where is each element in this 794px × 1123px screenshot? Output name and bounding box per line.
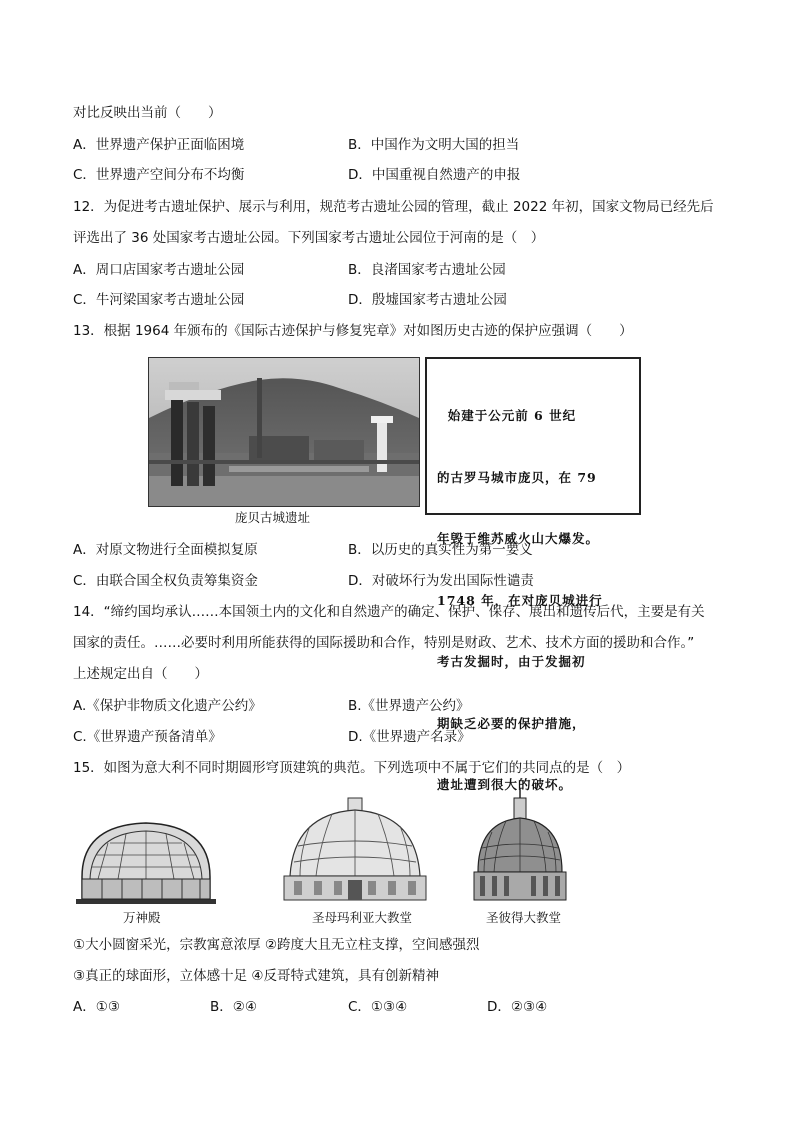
q12-option-d: D．殷墟国家考古遗址公园 xyxy=(348,292,507,308)
box-line: 遗址遭到很大的破坏。 xyxy=(437,777,573,792)
q15-option-c: C．①③④ xyxy=(348,999,408,1015)
st-peter-label: 圣彼得大教堂 xyxy=(486,910,562,925)
q11-option-a: A．世界遗产保护正面临困境 xyxy=(73,137,245,153)
santa-maria-figure xyxy=(280,796,430,908)
q13-option-a: A．对原文物进行全面模拟复原 xyxy=(73,542,258,558)
q12-option-b: B．良渚国家考古遗址公园 xyxy=(348,262,506,278)
q14-stem-line2: 国家的责任。……必要时利用所能获得的国际援助和合作，特别是财政、艺术、技术方面的援助和合作。” xyxy=(73,635,695,651)
q14-stem-line3: 上述规定出自（ ） xyxy=(73,666,208,682)
santa-maria-dome-image xyxy=(280,796,430,904)
pompeii-ruins-image xyxy=(149,358,419,506)
q15-option-d: D．②③④ xyxy=(487,999,548,1015)
pompeii-photo xyxy=(148,357,420,507)
q13-stem: 13．根据 1964 年颁布的《国际古迹保护与修复宪章》对如图历史古迹的保护应强调（ ） xyxy=(73,323,633,339)
box-line: 1748 年，在对庞贝城进行 xyxy=(437,592,603,608)
box-line: 年毁于维苏威火山大爆发。 xyxy=(437,531,600,546)
box-line: 的古罗马城市庞贝，在 79 xyxy=(437,469,597,485)
q12-stem-line1: 12．为促进考古遗址保护、展示与利用，规范考古遗址公园的管理，截止 2022 年初，国家文物局已经先后 xyxy=(73,199,714,215)
q11-stem-tail: 对比反映出当前（ ） xyxy=(73,105,222,121)
q13-option-b: B．以历史的真实性为第一要义 xyxy=(348,542,533,558)
q11-option-c: C．世界遗产空间分布不均衡 xyxy=(73,167,245,183)
st-peter-figure xyxy=(470,788,570,908)
q14-option-b: B.《世界遗产公约》 xyxy=(348,698,470,714)
box-line: 期缺乏必要的保护措施， xyxy=(437,715,586,731)
q14-option-d: D.《世界遗产名录》 xyxy=(348,729,471,745)
q12-option-c: C．牛河梁国家考古遗址公园 xyxy=(73,292,245,308)
q11-option-b: B．中国作为文明大国的担当 xyxy=(348,137,520,153)
box-line: 始建于公元前 6 世纪 xyxy=(437,408,577,423)
q14-stem-line1: 14．“缔约国均承认……本国领土内的文化和自然遗产的确定、保护、保存、展出和遗传后代，主要是有关 xyxy=(73,604,705,620)
q15-statements-line2: ③真正的球面形，立体感十足 ④反哥特式建筑，具有创新精神 xyxy=(73,968,439,984)
santa-maria-label: 圣母玛利亚大教堂 xyxy=(312,910,413,925)
q14-option-c: C.《世界遗产预备清单》 xyxy=(73,729,222,745)
st-peter-dome-image xyxy=(470,788,570,904)
q12-stem-line2: 评选出了 36 处国家考古遗址公园。下列国家考古遗址公园位于河南的是（ ） xyxy=(73,230,545,246)
q13-option-c: C．由联合国全权负责筹集资金 xyxy=(73,573,258,589)
q15-option-a: A．①③ xyxy=(73,999,120,1015)
box-line: 考古发掘时，由于发掘初 xyxy=(437,654,586,669)
q11-option-d: D．中国重视自然遗产的申报 xyxy=(348,167,521,183)
q14-option-a: A.《保护非物质文化遗产公约》 xyxy=(73,698,262,714)
q15-option-b: B．②④ xyxy=(210,999,257,1015)
q12-option-a: A．周口店国家考古遗址公园 xyxy=(73,262,245,278)
q15-stem: 15．如图为意大利不同时期圆形穹顶建筑的典范。下列选项中不属于它们的共同点的是（ ） xyxy=(73,760,631,776)
pantheon-figure xyxy=(76,815,216,909)
q15-statements-line1: ①大小圆窗采光，宗教寓意浓厚 ②跨度大且无立柱支撑，空间感强烈 xyxy=(73,937,480,953)
pantheon-label: 万神殿 xyxy=(123,910,161,925)
pantheon-dome-image xyxy=(76,815,216,905)
pompeii-photo-caption: 庞贝古城遗址 xyxy=(235,510,311,525)
q13-option-d: D．对破坏行为发出国际性谴责 xyxy=(348,573,534,589)
